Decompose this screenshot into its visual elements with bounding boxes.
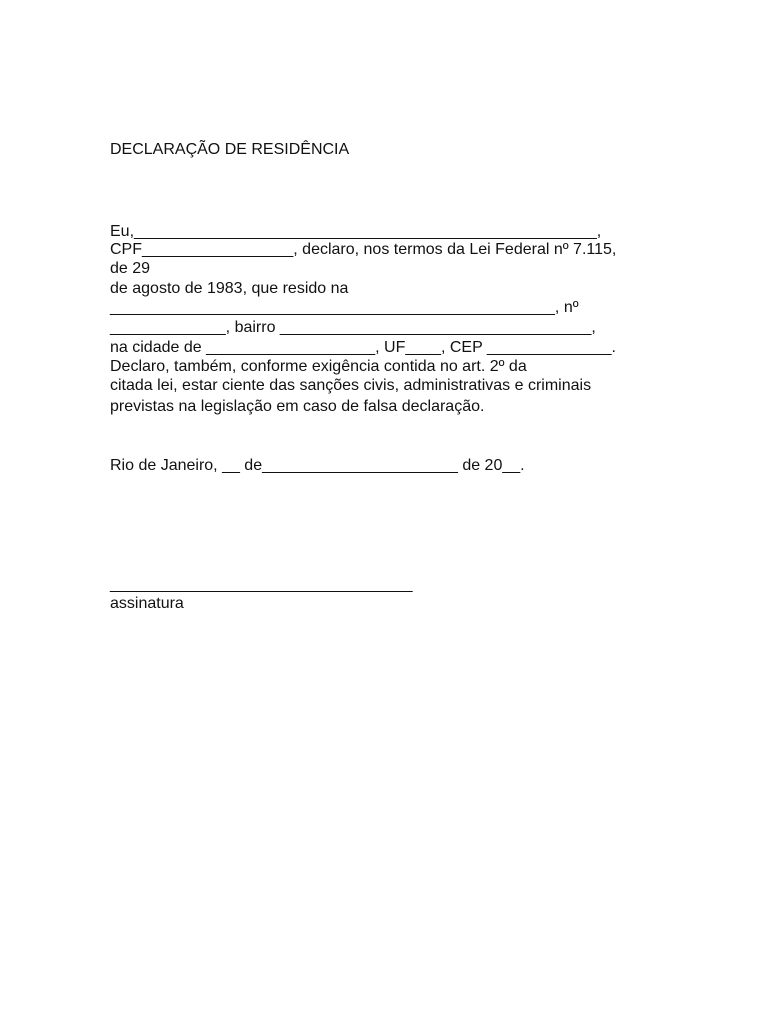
document-title: DECLARAÇÃO DE RESIDÊNCIA	[110, 141, 350, 158]
date-line: Rio de Janeiro, __ de______________________ de 20__.	[110, 457, 525, 474]
body-line-sanctions: citada lei, estar ciente das sanções civis, administrativas e criminais	[110, 377, 592, 394]
body-line-residence: de agosto de 1983, que resido na	[110, 280, 349, 297]
body-line-neighborhood: _____________, bairro ___________________________________,	[110, 319, 596, 336]
body-line-false-declaration: previstas na legislação em caso de falsa declaração.	[110, 398, 485, 415]
body-line-declaration: Declaro, também, conforme exigência contida no art. 2º da	[110, 358, 527, 375]
body-line-name: Eu,____________________________________________________,	[110, 223, 602, 240]
signature-line: __________________________________	[110, 576, 413, 593]
body-line-cpf: CPF_________________, declaro, nos termos da Lei Federal nº 7.115,	[110, 241, 617, 258]
body-line-address: __________________________________________________, nº	[110, 299, 579, 316]
body-line-city: na cidade de ___________________, UF____, CEP ______________.	[110, 339, 616, 356]
body-line-date-part: de 29	[110, 260, 151, 277]
signature-label: assinatura	[110, 595, 184, 612]
